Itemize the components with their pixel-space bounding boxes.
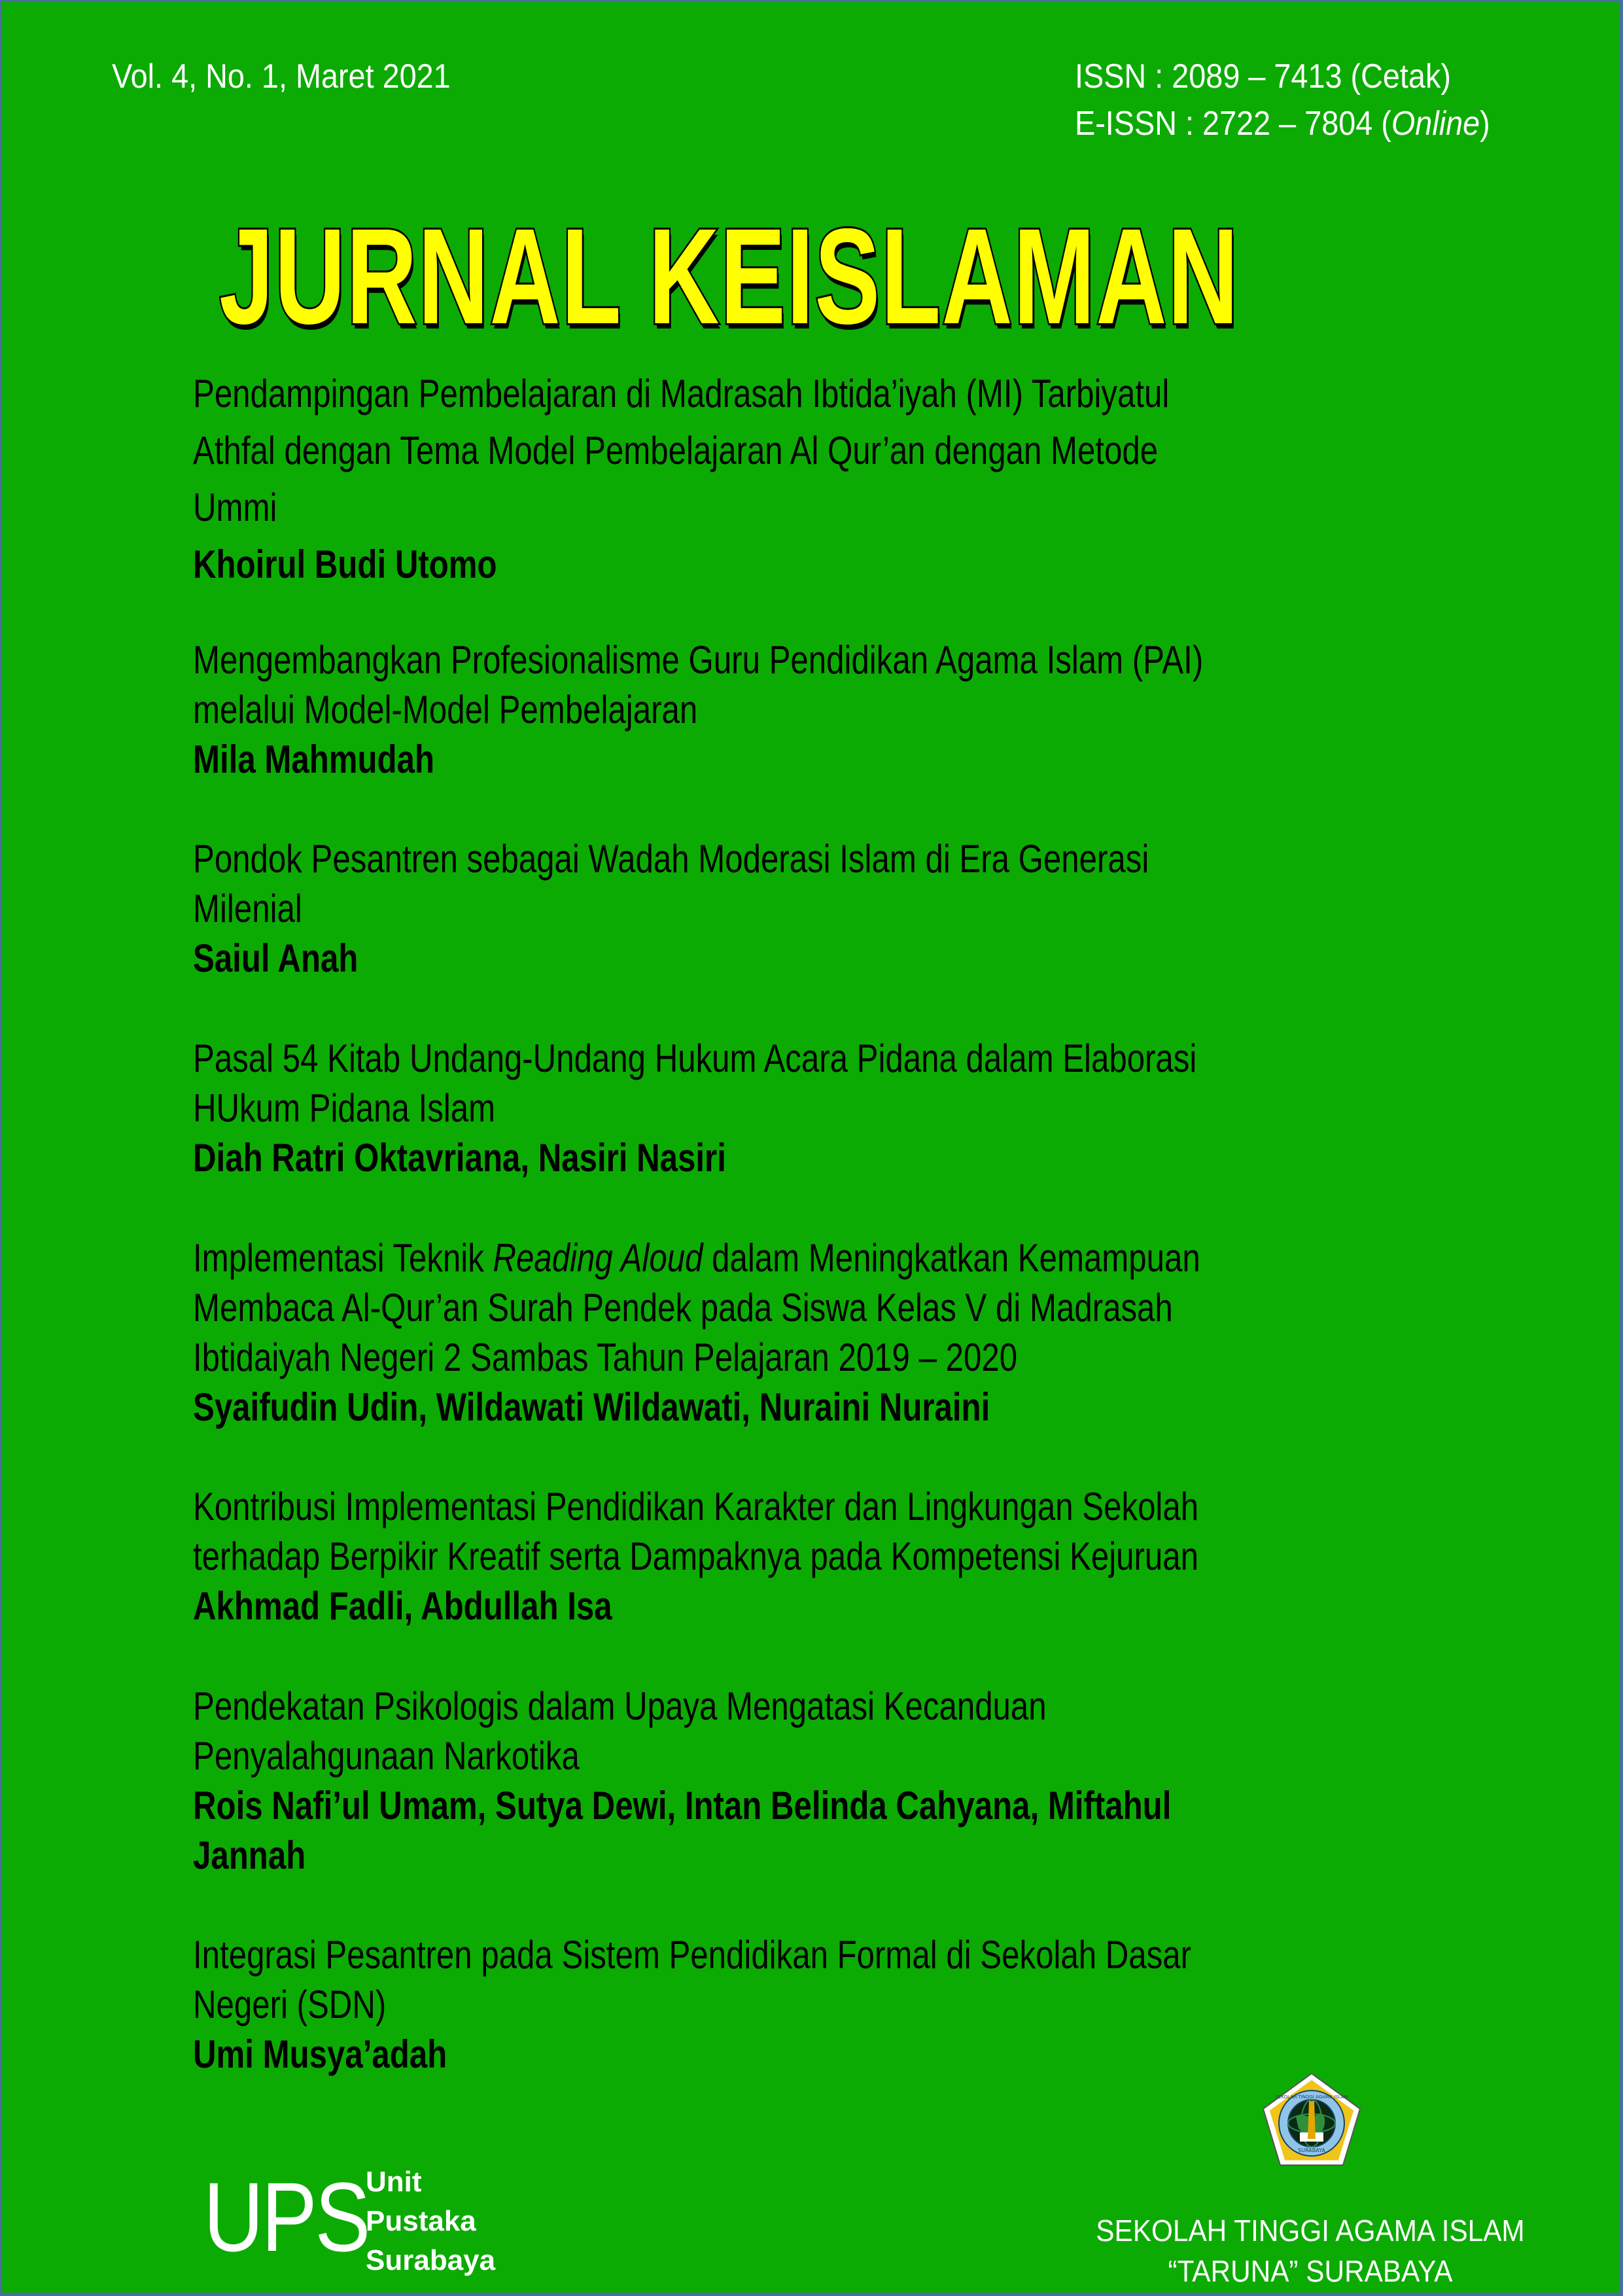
publisher-name: Unit Pustaka Surabaya bbox=[366, 2166, 496, 2276]
publisher-mark: UPS bbox=[203, 2162, 368, 2272]
issn-block bbox=[1075, 53, 1490, 147]
article-6 bbox=[193, 1482, 1427, 1631]
italic-phrase: Reading Aloud bbox=[493, 1236, 703, 1280]
svg-text:SEKOLAH TINGGI AGAMA ISLAM: SEKOLAH TINGGI AGAMA ISLAM bbox=[1275, 2094, 1348, 2100]
issn-print: ISSN : 2089 – 7413 (Cetak) bbox=[1075, 58, 1451, 96]
article-3 bbox=[193, 834, 1427, 983]
issn-online bbox=[1075, 100, 1490, 147]
article-authors: Saiul Anah bbox=[193, 936, 358, 980]
article-8 bbox=[193, 1930, 1427, 2079]
article-authors: Syaifudin Udin, Wildawati Wildawati, Nuraini Nuraini bbox=[193, 1385, 990, 1429]
institution-crest-icon bbox=[1259, 2071, 1364, 2169]
article-authors: Akhmad Fadli, Abdullah Isa bbox=[193, 1584, 612, 1628]
issn-online-number: E-ISSN : 2722 – 7804 ( bbox=[1075, 105, 1391, 143]
article-authors: Khoirul Budi Utomo bbox=[193, 542, 497, 586]
article-authors: Rois Nafi’ul Umam, Sutya Dewi, Intan Belinda Cahyana, Miftahul Jannah bbox=[193, 1784, 1172, 1877]
article-title: Kontribusi Implementasi Pendidikan Karakter dan Lingkungan Sekolah terhadap Berpikir Kreatif serta Dampaknya pada Kompetensi Kejuruan bbox=[193, 1485, 1199, 1578]
journal-title: JURNAL KEISLAMAN bbox=[219, 201, 1240, 353]
journal-cover bbox=[2, 2, 1619, 2293]
article-title-line-with-italic: Implementasi Teknik Reading Aloud dalam Meningkatkan Kemampuan bbox=[193, 1236, 1200, 1280]
article-title: Pendekatan Psikologis dalam Upaya Mengatasi Kecanduan Penyalahgunaan Narkotika bbox=[193, 1684, 1047, 1778]
issn-online-medium: Online bbox=[1391, 105, 1480, 143]
article-title: Integrasi Pesantren pada Sistem Pendidikan Formal di Sekolah Dasar Negeri (SDN) bbox=[193, 1933, 1192, 2026]
article-title: Mengembangkan Profesionalisme Guru Pendidikan Agama Islam (PAI) melalui Model-Model Pembelajaran bbox=[193, 638, 1204, 732]
article-title: Pondok Pesantren sebagai Wadah Moderasi Islam di Era Generasi Milenial bbox=[193, 837, 1149, 930]
institution-name: SEKOLAH TINGGI AGAMA ISLAM “TARUNA” SURABAYA bbox=[1096, 2214, 1525, 2288]
article-authors: Diah Ratri Oktavriana, Nasiri Nasiri bbox=[193, 1136, 726, 1180]
article-title: Pendampingan Pembelajaran di Madrasah Ibtida’iyah (MI) Tarbiyatul Athfal dengan Tema Model Pembelajaran Al Qur’an dengan Metode Ummi bbox=[193, 372, 1170, 529]
article-title: Implementasi Teknik Reading Aloud dalam Meningkatkan Kemampuan Membaca Al-Qur’an Surah Pendek pada Siswa Kelas V di Madrasah Ibtidaiyah Negeri 2 Sambas Tahun Pelajaran 2019 – 2020 bbox=[193, 1233, 1427, 1383]
article-2 bbox=[193, 635, 1427, 785]
article-authors: Umi Musya’adah bbox=[193, 2032, 447, 2076]
article-5 bbox=[193, 1233, 1427, 1432]
article-7 bbox=[193, 1682, 1427, 1881]
article-title: Pasal 54 Kitab Undang-Undang Hukum Acara Pidana dalam Elaborasi HUkum Pidana Islam bbox=[193, 1036, 1197, 1130]
svg-text:SURABAYA: SURABAYA bbox=[1298, 2147, 1325, 2153]
volume-info: Vol. 4, No. 1, Maret 2021 bbox=[112, 58, 451, 96]
article-authors: Mila Mahmudah bbox=[193, 737, 435, 781]
article-1 bbox=[193, 365, 1427, 593]
article-4 bbox=[193, 1034, 1427, 1183]
issn-online-close: ) bbox=[1480, 105, 1490, 143]
